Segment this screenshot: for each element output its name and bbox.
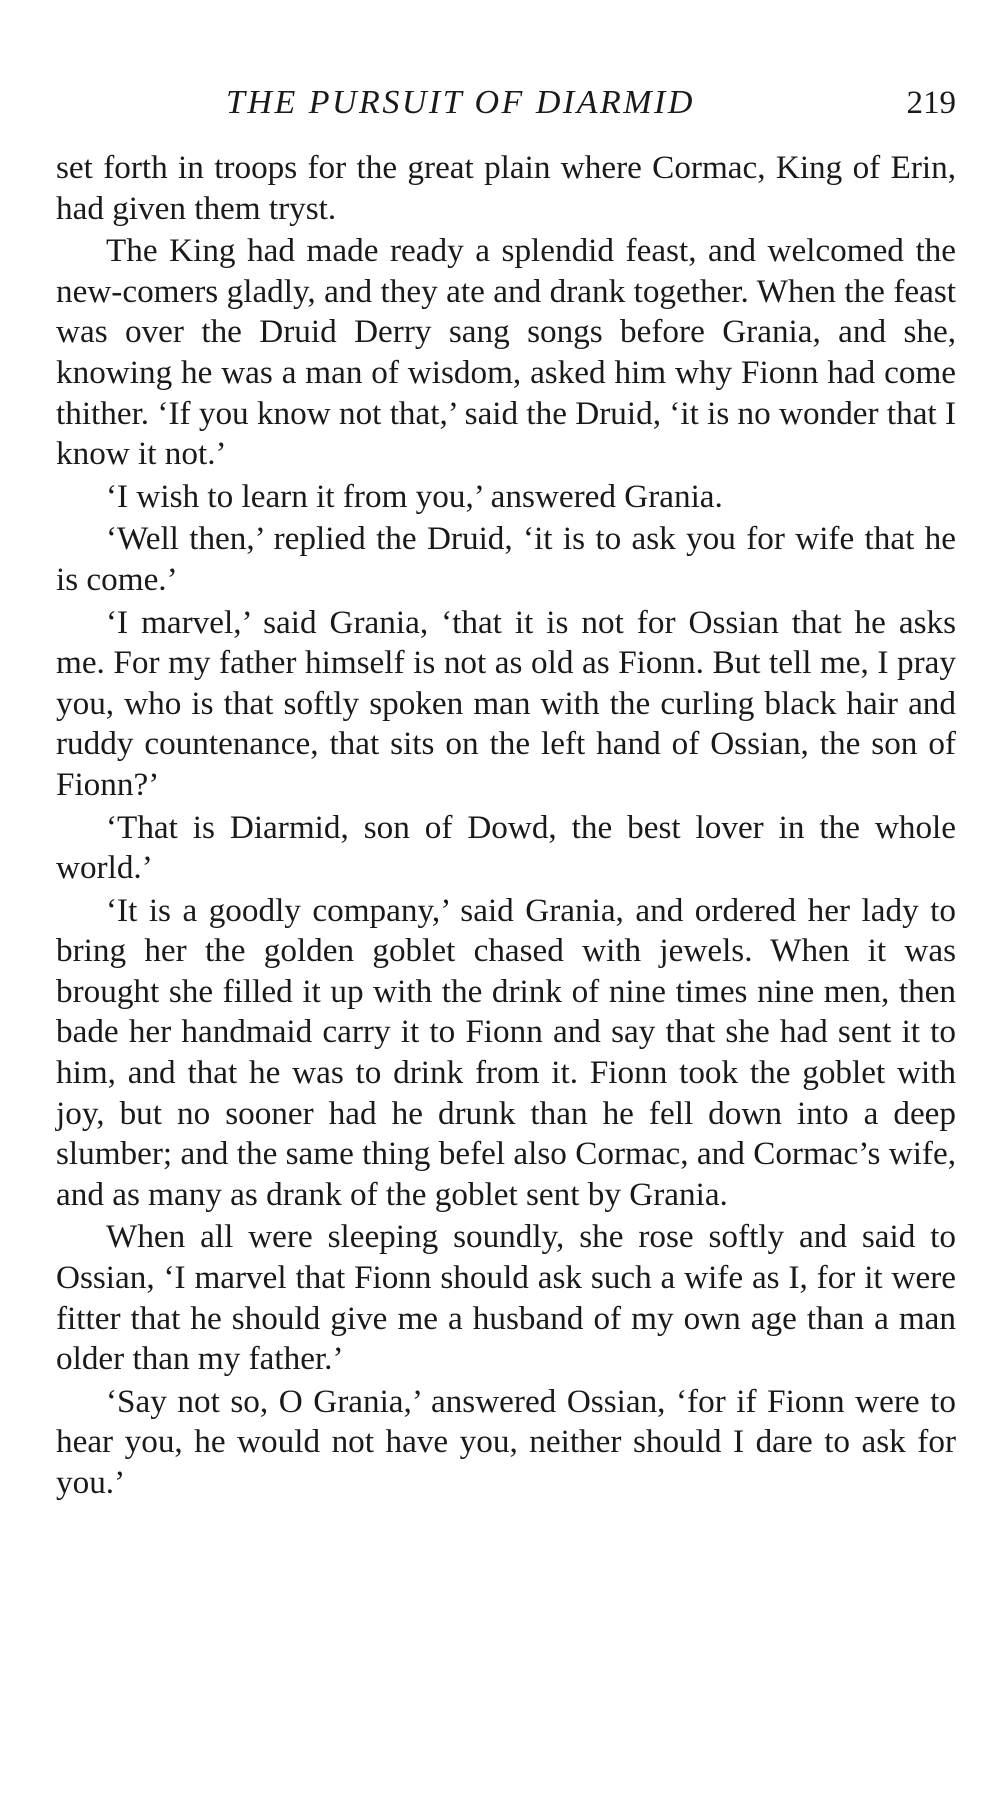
paragraph: The King had made ready a splendid feast, and welcomed the new-comers gladly, and they ate and drank together. When the feast was over the Druid Derry sang songs before Grania, and she, knowing he was a man of wisdom, asked him why Fionn had come thither. ‘If you know not that,’ said the Druid, ‘it is no wonder that I know it not.’ — [56, 232, 956, 473]
paragraph: ‘I wish to learn it from you,’ answered Grania. — [106, 477, 723, 515]
paragraph: ‘Say not so, O Grania,’ answered Ossian, ‘for if Fionn were to hear you, he would not have you, neither should I dare to ask for you.’ — [56, 1382, 956, 1501]
paragraph: When all were sleeping soundly, she rose softly and said to Ossian, ‘I marvel that Fionn should ask such a wife as I, for it were fitter that he should give me a husband of my own age than a man older than my father.’ — [56, 1218, 956, 1378]
paragraph: ‘Well then,’ replied the Druid, ‘it is to ask you for wife that he is come.’ — [56, 520, 956, 598]
paragraph: set forth in troops for the great plain where Cormac, King of Erin, had given them tryst. — [56, 149, 956, 227]
paragraph: ‘It is a goodly company,’ said Grania, and ordered her lady to bring her the golden goblet chased with jewels. When it was brought she filled it up with the drink of nine times nine men, then bade her handmaid carry it to Fionn and say that she had sent it to him, and that he was to drink from it. Fionn took the goblet with joy, but no sooner had he drunk than he fell down into a deep slumber; and the same thing befel also Cormac, and Cormac’s wife, and as many as drank of the goblet sent by Grania. — [56, 891, 956, 1213]
body-text — [56, 148, 956, 1506]
paragraph: ‘That is Diarmid, son of Dowd, the best lover in the whole world.’ — [56, 808, 956, 887]
page-header — [56, 78, 956, 128]
page-number: 219 — [906, 85, 956, 121]
paragraph: ‘I marvel,’ said Grania, ‘that it is not for Ossian that he asks me. For my father himself is not as old as Fionn. But tell me, I pray you, who is that softly spoken man with the curling black hair and ruddy countenance, that sits on the left hand of Ossian, the son of Fionn?’ — [56, 603, 956, 803]
running-title: THE PURSUIT OF DIARMID — [226, 84, 695, 121]
